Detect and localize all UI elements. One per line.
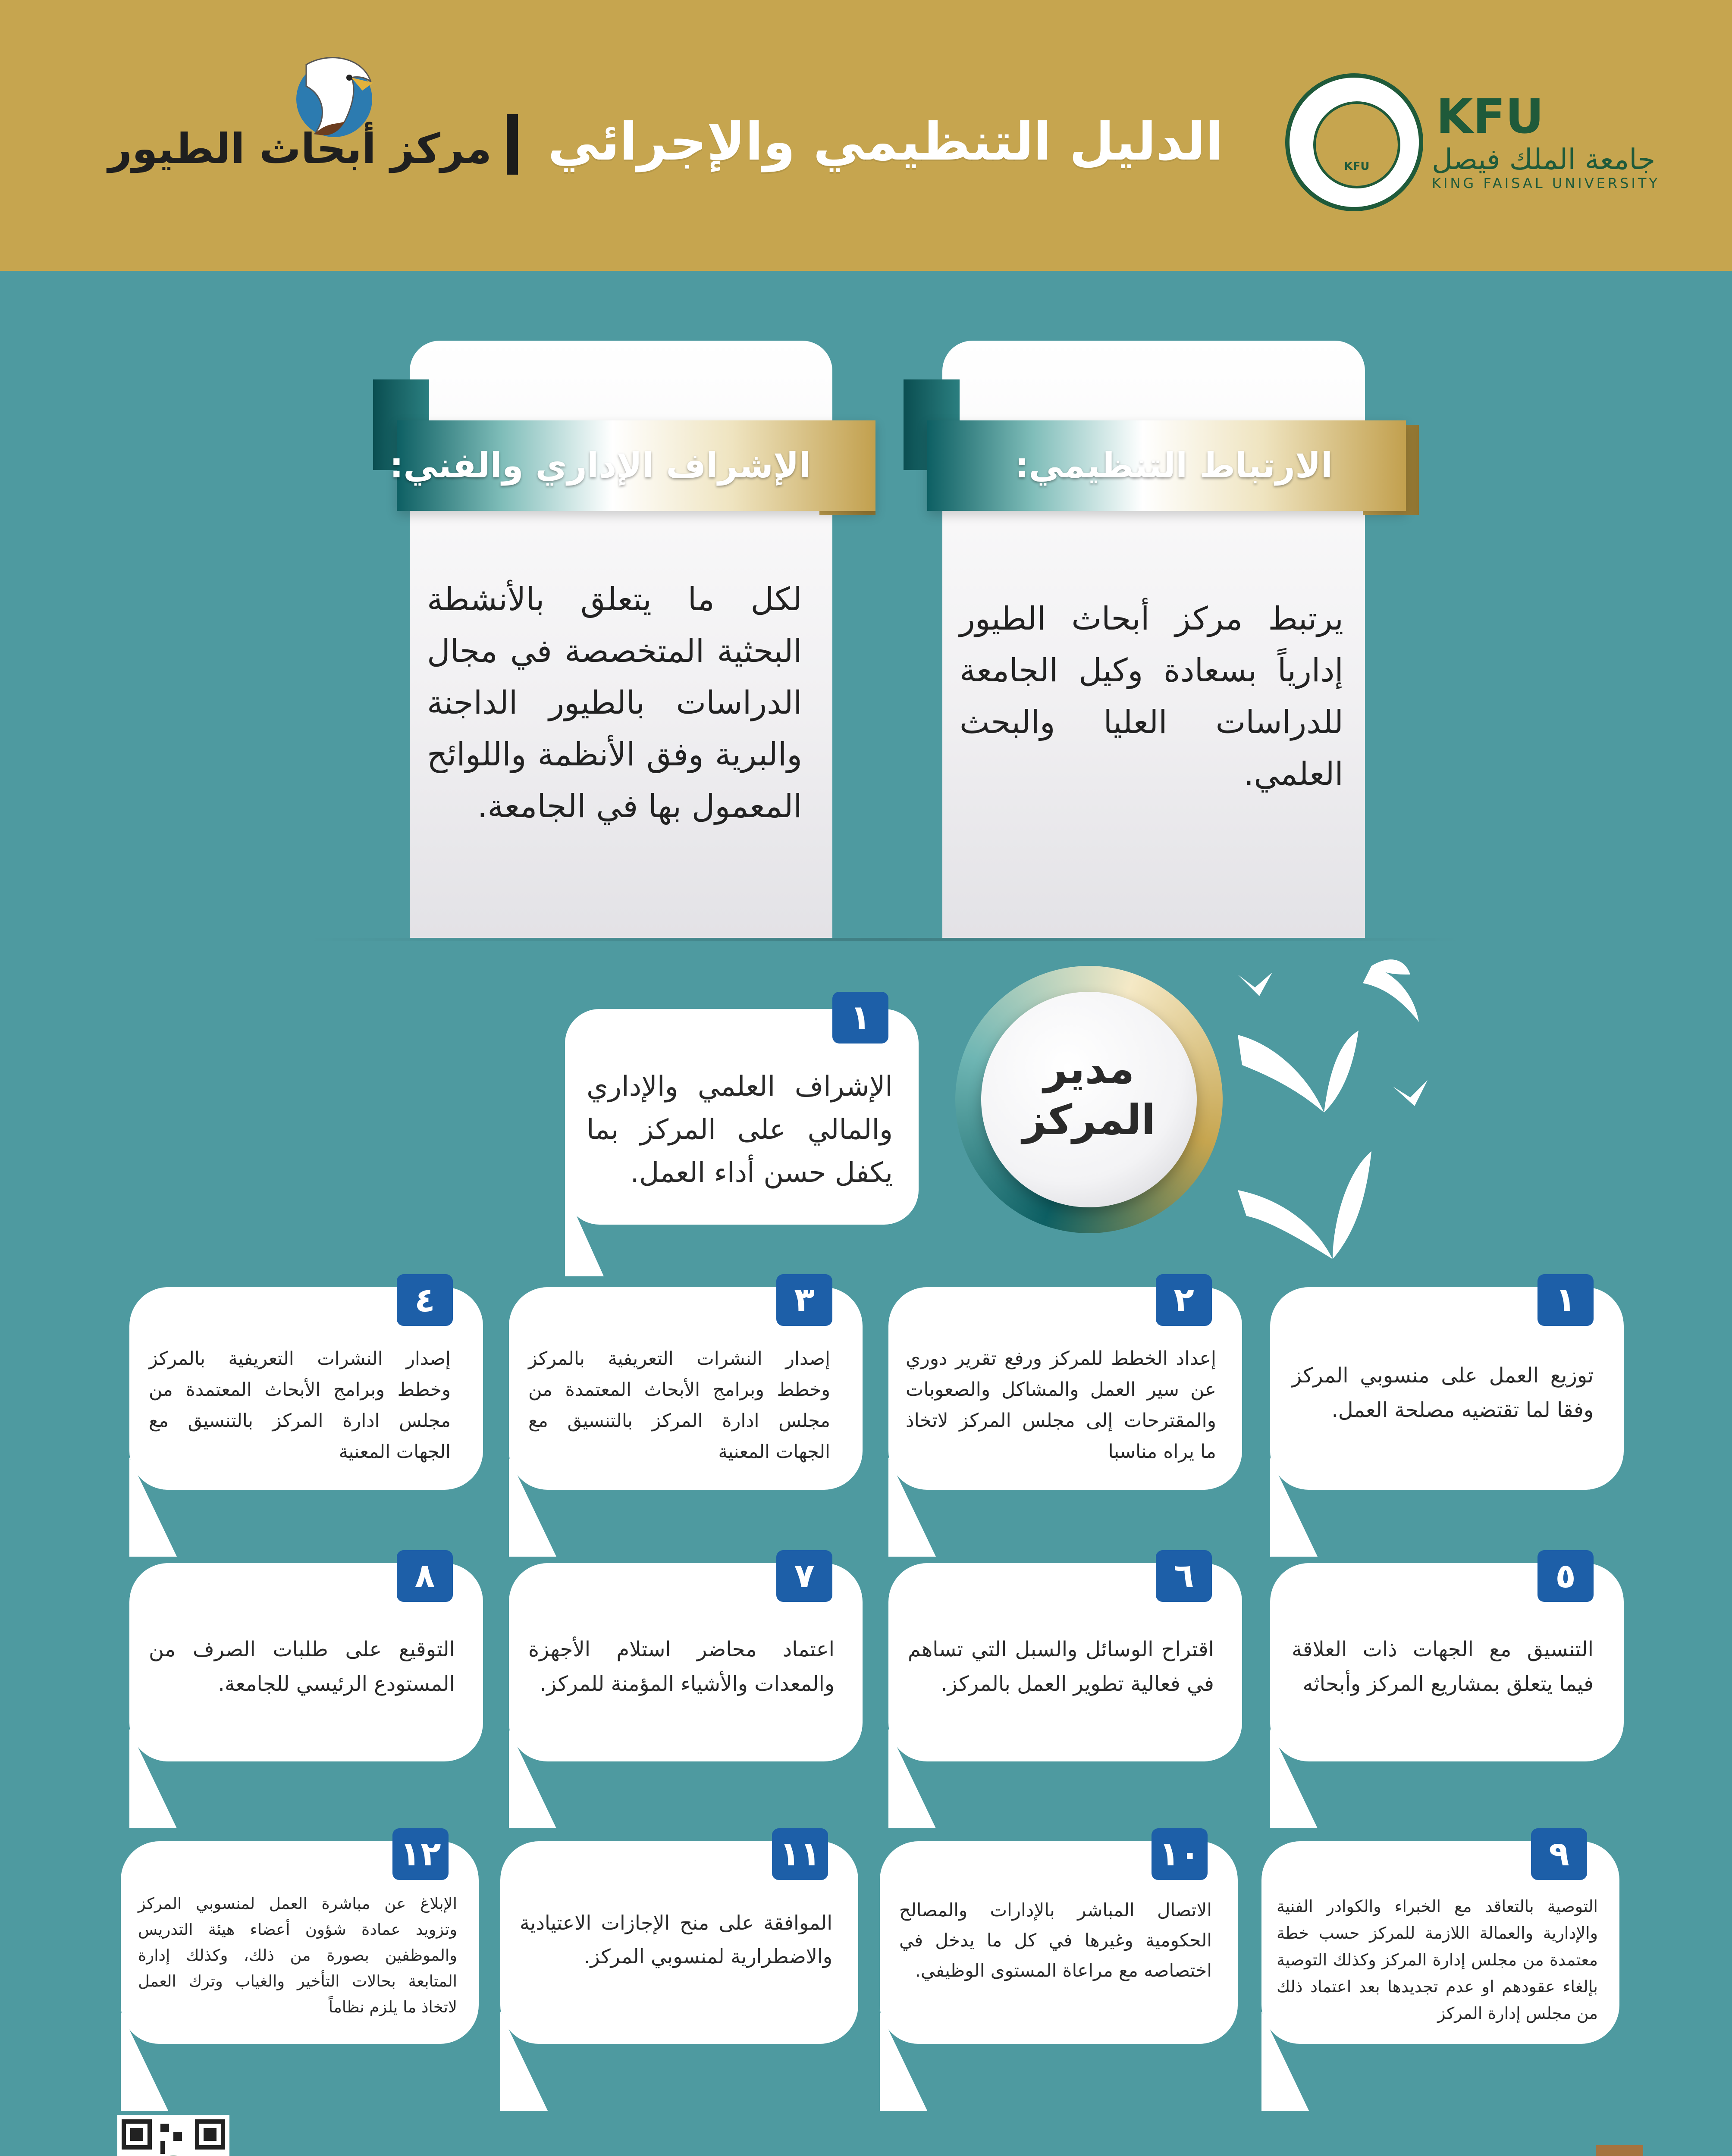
palm-emblem-icon [1313, 101, 1400, 188]
duty-text: اعتماد محاضر استلام الأجهزة والمعدات والأشياء المؤمنة للمركز. [528, 1637, 835, 1696]
bubble-tail [888, 1729, 936, 1828]
manager-role-text: الإشراف العلمي والإداري والمالي على المركز بما يكفل حسن أداء العمل. [587, 1071, 893, 1189]
bubble-tail [121, 2012, 168, 2111]
duty-text: الإبلاغ عن مباشرة العمل لمنسوبي المركز وتزويد عمادة شؤون أعضاء هيئة التدريس والموظفين بصورة من ذلك، وكذلك إدارة المتابعة بحالات التأخير والغياب وترك العمل لاتخاذ ما يلزم نظاماً [138, 1894, 457, 2016]
duty-number: ٨ [397, 1550, 453, 1602]
page-title: الدليل التنظيمي والإجرائي [548, 112, 1223, 172]
duty-number: ١٢ [392, 1828, 449, 1880]
duty-text: إصدار النشرات التعريفية بالمركز وخطط وبرامج الأبحاث المعتمدة من مجلس ادارة المركز بالتنسيق مع الجهات المعنية [528, 1348, 830, 1463]
doves-icon [1229, 949, 1488, 1294]
duty-number: ١ [1537, 1274, 1594, 1326]
qr-code[interactable] [117, 2115, 229, 2156]
bubble-tail [509, 1457, 556, 1557]
duty-text: التنسيق مع الجهات ذات العلاقة فيما يتعلق بمشاريع المركز وأبحاثه [1292, 1637, 1594, 1696]
duty-text: التوصية بالتعاقد مع الخبراء والكوادر الفنية والإدارية والعمالة اللازمة للمركز حسب خطة معتمدة من مجلس إدارة المركز وكذلك التوصية بإلغاء عقودهم او عدم تجديدها بعد اعتماد ذلك من مجلس إدارة المركز [1277, 1897, 1598, 2023]
duty-number: ٩ [1531, 1828, 1587, 1880]
center-name: مركز أبحاث الطيور [108, 125, 492, 173]
header-banner [0, 0, 1732, 271]
duty-number: ٤ [397, 1274, 453, 1326]
supervision-body: لكل ما يتعلق بالأنشطة البحثية المتخصصة في مجال الدراسات بالطيور الداجنة والبرية وفق الأنظمة واللوائح المعمول بها في الجامعة. [427, 581, 802, 825]
bubble-tail [565, 1190, 604, 1276]
bubble-tail [129, 1729, 177, 1828]
bubble-tail [509, 1729, 556, 1828]
duty-text: الموافقة على منح الإجازات الاعتيادية والاضطرارية لمنسوبي المركز. [520, 1911, 832, 1968]
bubble-tail [500, 2012, 548, 2111]
duty-text: توزيع العمل على منسوبي المركز وفقا لما تقتضيه مصلحة العمل. [1292, 1363, 1594, 1422]
bubble-tail [880, 2012, 927, 2111]
bubble-tail [1261, 2012, 1309, 2111]
university-name-ar: جامعة الملك فيصل [1432, 143, 1656, 176]
duty-number: ٢ [1156, 1274, 1212, 1326]
bubble-tail [129, 1457, 177, 1557]
duty-number: ٥ [1537, 1550, 1594, 1602]
bubble-tail [1270, 1729, 1318, 1828]
bubble-tail [1270, 1457, 1318, 1557]
duty-text: اقتراح الوسائل والسبل التي تساهم في فعالية تطوير العمل بالمركز. [908, 1637, 1214, 1696]
divider-line [302, 938, 1466, 941]
qr-code-icon [117, 2115, 229, 2156]
university-abbr: KFU [1436, 89, 1544, 144]
manager-label: مدير المركز [1022, 1045, 1156, 1144]
duty-number: ٧ [776, 1550, 832, 1602]
duty-number: ٦ [1156, 1550, 1212, 1602]
university-seal-logo [1285, 73, 1423, 211]
seal-label: KFU [1344, 160, 1370, 173]
duty-text: إعداد الخطط للمركز ورفع تقرير دوري عن سير العمل والمشاكل والصعوبات والمقترحات إلى مجلس المركز لاتخاذ ما يراه مناسبا [906, 1348, 1216, 1463]
duty-text: التوقيع على طلبات الصرف من المستودع الرئيسي للجامعة. [149, 1637, 455, 1696]
manager-role-number: ١ [832, 992, 888, 1044]
duty-text: إصدار النشرات التعريفية بالمركز وخطط وبرامج الأبحاث المعتمدة من مجلس ادارة المركز بالتنسيق مع الجهات المعنية [149, 1348, 451, 1463]
bubble-tail [888, 1457, 936, 1557]
relation-title: الارتباط التنظيمي: [1015, 445, 1333, 486]
duty-number: ٣ [776, 1274, 832, 1326]
duty-number: ١١ [772, 1828, 828, 1880]
relation-ribbon [927, 420, 1406, 511]
duty-number: ١٠ [1152, 1828, 1208, 1880]
heritage-building-icon [1553, 2132, 1682, 2156]
relation-body: يرتبط مركز أبحاث الطيور إدارياً بسعادة وكيل الجامعة للدراسات العليا والبحث العلمي. [960, 600, 1343, 793]
supervision-title: الإشراف الإداري والفني: [389, 445, 811, 486]
supervision-ribbon [389, 420, 875, 511]
university-name-en: KING FAISAL UNIVERSITY [1432, 175, 1660, 191]
duty-text: الاتصال المباشر بالإدارات والمصالح الحكومية وغيرها في كل ما يدخل في اختصاصه مع مراعاة المستوى الوظيفي. [899, 1899, 1212, 1981]
